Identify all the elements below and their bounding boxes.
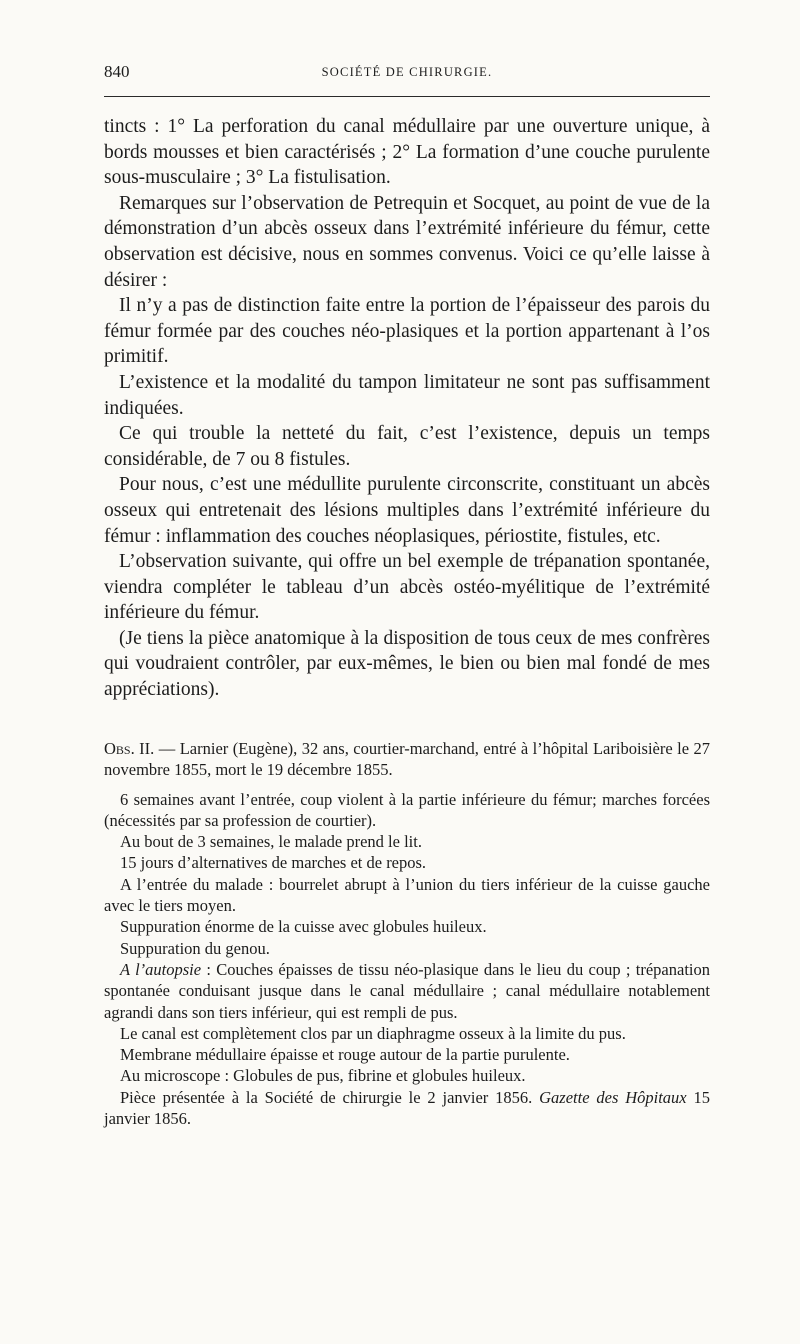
journal-title: Gazette des Hôpitaux — [539, 1087, 687, 1107]
observation-line: 6 semaines avant l’entrée, coup violent à la partie inférieure du fémur; marches forcées (nécessités par sa profession de courtier). — [104, 789, 710, 830]
main-text — [104, 114, 710, 703]
paragraph: L’observation suivante, qui offre un bel exemple de trépanation spontanée, viendra compléter le tableau d’un abcès ostéo-myélitique de l’extrémité inférieure du fémur. — [104, 551, 710, 624]
journal-date: 15 janvier 1856. — [104, 1087, 710, 1129]
paragraph: Ce qui trouble la netteté du fait, c’est l’existence, depuis un temps considérable, de 7 ou 8 fistules. — [104, 423, 710, 470]
paragraph: Remarques sur l’observation de Petrequin et Socquet, au point de vue de la démonstration d’un abcès osseux dans l’extrémité inférieure du fémur, cette observation est décisive, nous en sommes convenus. Voici ce qu’elle laisse à désirer : — [104, 192, 710, 291]
observation-intro: — Larnier (Eugène), 32 ans, courtier-marchand, entré à l’hôpital Lariboisière le 27 novembre 1855, mort le 19 décembre 1855. — [104, 739, 710, 780]
autopsy-text: : Couches épaisses de tissu néo-plasique dans le lieu du coup ; trépanation spontanée conduisant jusque dans le canal médullaire ; canal médullaire notablement agrandi dans son tiers inférieur, qui est rempli de pus. — [104, 959, 710, 1022]
observation-section — [104, 738, 710, 1129]
observation-line: Au microscope : Globules de pus, fibrine et globules huileux. — [120, 1066, 526, 1086]
paragraph: Pour nous, c’est une médullite purulente circonscrite, constituant un abcès osseux qui entretenait des lésions multiples dans l’extrémité inférieure du fémur : inflammation des couches néoplasiques, périostite, fistules, etc. — [104, 474, 710, 547]
header-rule — [104, 96, 710, 97]
page-number: 840 — [104, 62, 130, 81]
autopsy-line — [104, 959, 710, 1023]
observation-line: Suppuration du genou. — [120, 938, 270, 958]
paragraph: Il n’y a pas de distinction faite entre la portion de l’épaisseur des parois du fémur formée par des couches néo-plasiques et la portion appartenant à l’os primitif. — [104, 295, 710, 368]
paragraph: L’existence et la modalité du tampon limitateur ne sont pas suffisamment indiquées. — [104, 371, 710, 419]
observation-line: Au bout de 3 semaines, le malade prend le lit. — [120, 832, 422, 852]
observation-line: Suppuration énorme de la cuisse avec globules huileux. — [120, 917, 487, 937]
page-header — [104, 62, 710, 88]
observation-line: 15 jours d’alternatives de marches et de repos. — [120, 853, 427, 873]
observation-line: Membrane médullaire épaisse et rouge autour de la partie purulente. — [120, 1045, 570, 1065]
paragraph: tincts : 1° La perforation du canal médullaire par une ouverture unique, à bords mousses et bien caractérisés ; 2° La formation d’une couche purulente sous-musculaire ; 3° La fistulisation. — [104, 116, 710, 189]
final-text: Pièce présentée à la Société de chirurgie le 2 janvier 1856. — [120, 1087, 540, 1107]
observation-line: Le canal est complètement clos par un diaphragme osseux à la limite du pus. — [120, 1023, 626, 1043]
observation-label: Obs. II. — [104, 739, 155, 758]
autopsy-label: A l’autopsie — [120, 959, 202, 979]
paragraph: (Je tiens la pièce anatomique à la disposition de tous ceux de mes confrères qui voudraient contrôler, par eux-mêmes, le bien ou bien mal fondé de mes appréciations). — [104, 627, 710, 701]
observation-heading — [104, 738, 710, 781]
observation-line: A l’entrée du malade : bourrelet abrupt à l’union du tiers inférieur de la cuisse gauche avec le tiers moyen. — [104, 874, 710, 916]
final-line — [104, 1087, 710, 1130]
running-title: SOCIÉTÉ DE CHIRURGIE. — [321, 65, 493, 79]
